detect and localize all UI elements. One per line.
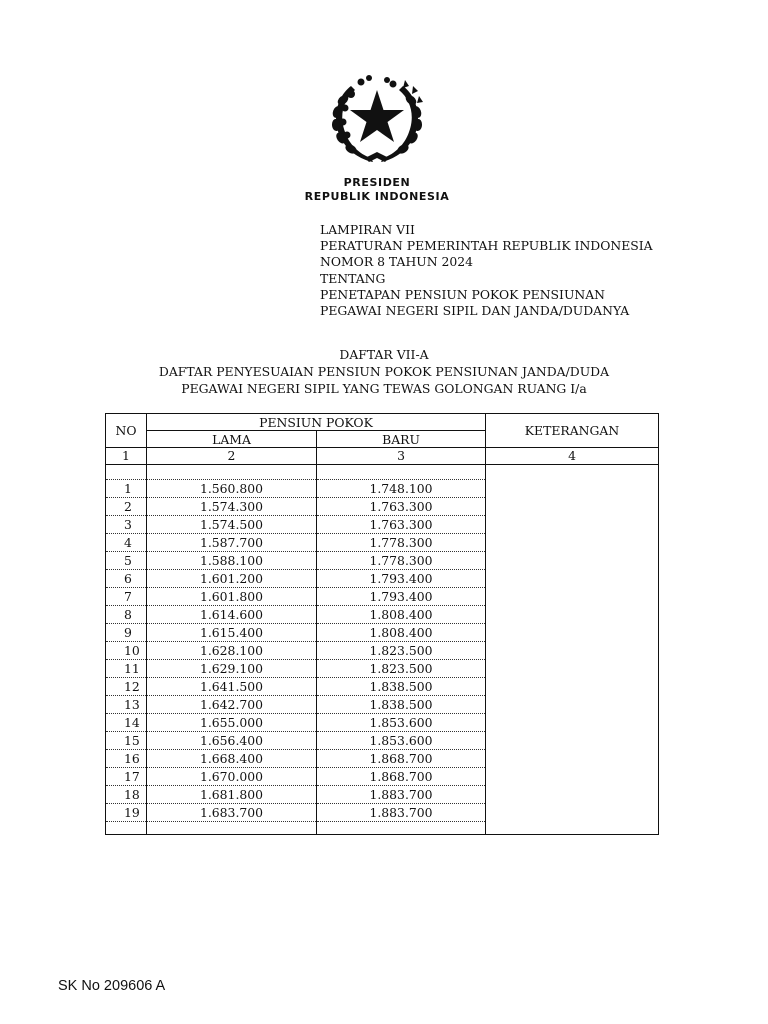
table-row [106,606,659,624]
cell-baru: 1.838.500 [317,696,486,714]
cell-lama: 1.615.400 [147,624,317,642]
cell-lama: 1.588.100 [147,552,317,570]
table-row [106,570,659,588]
cell-no: 13 [106,696,147,714]
cell-keterangan [486,660,659,678]
cell-keterangan [486,570,659,588]
cell-keterangan [486,696,659,714]
state-emblem-icon [321,72,433,166]
cell-no: 7 [106,588,147,606]
table-row [106,642,659,660]
daftar-subtitle-1: DAFTAR PENYESUAIAN PENSIUN POKOK PENSIUNAN JANDA/DUDA [158,364,610,379]
col-number-4: 4 [486,448,659,465]
cell-lama: 1.670.000 [147,768,317,786]
cell-baru: 1.748.100 [317,480,486,498]
cell-baru: 1.778.300 [317,534,486,552]
cell-keterangan [486,516,659,534]
table-row [106,588,659,606]
cell-keterangan [486,606,659,624]
table-row [106,498,659,516]
cell-lama: 1.628.100 [147,642,317,660]
lampiran-line: PENETAPAN PENSIUN POKOK PENSIUNAN [320,286,606,302]
lampiran-line: TENTANG [320,270,386,286]
cell-lama: 1.574.500 [147,516,317,534]
cell-baru: 1.868.700 [317,768,486,786]
cell-baru: 1.763.300 [317,516,486,534]
cell-baru: 1.823.500 [317,660,486,678]
cell-no: 6 [106,570,147,588]
lampiran-block [320,222,653,319]
cell-keterangan [486,552,659,570]
cell-no: 12 [106,678,147,696]
lampiran-line: NOMOR 8 TAHUN 2024 [320,254,474,270]
cell-lama: 1.683.700 [147,804,317,822]
table-row [106,534,659,552]
lampiran-line: PEGAWAI NEGERI SIPIL DAN JANDA/DUDANYA [320,303,630,319]
table-row [106,480,659,498]
cell-baru: 1.853.600 [317,732,486,750]
cell-no: 14 [106,714,147,732]
cell-no: 11 [106,660,147,678]
table-row [106,750,659,768]
cell-no: 15 [106,732,147,750]
cell-baru: 1.793.400 [317,570,486,588]
cell-baru: 1.808.400 [317,624,486,642]
cell-lama: 1.614.600 [147,606,317,624]
col-header-keterangan: KETERANGAN [486,414,659,448]
cell-keterangan [486,642,659,660]
table-row [106,696,659,714]
daftar-title: DAFTAR VII-A [339,347,429,362]
cell-no: 3 [106,516,147,534]
cell-baru: 1.883.700 [317,804,486,822]
cell-lama: 1.587.700 [147,534,317,552]
cell-lama: 1.601.800 [147,588,317,606]
cell-keterangan [486,624,659,642]
cell-no: 19 [106,804,147,822]
cell-keterangan [486,786,659,804]
cell-keterangan [486,498,659,516]
cell-no: 18 [106,786,147,804]
cell-no: 1 [106,480,147,498]
table-row [106,552,659,570]
col-header-baru: BARU [317,431,486,448]
cell-no: 9 [106,624,147,642]
cell-lama: 1.656.400 [147,732,317,750]
cell-no: 2 [106,498,147,516]
cell-lama: 1.560.800 [147,480,317,498]
table-row [106,732,659,750]
cell-lama: 1.655.000 [147,714,317,732]
table-row [106,516,659,534]
lampiran-line: LAMPIRAN VII [320,222,415,237]
cell-no: 10 [106,642,147,660]
col-header-lama: LAMA [147,431,317,448]
cell-no: 16 [106,750,147,768]
cell-baru: 1.778.300 [317,552,486,570]
table-row [106,768,659,786]
cell-no: 8 [106,606,147,624]
col-number-2: 2 [147,448,317,465]
cell-lama: 1.601.200 [147,570,317,588]
cell-keterangan [486,678,659,696]
cell-lama: 1.681.800 [147,786,317,804]
cell-lama: 1.668.400 [147,750,317,768]
cell-baru: 1.808.400 [317,606,486,624]
table-row [106,660,659,678]
cell-lama: 1.641.500 [147,678,317,696]
col-header-no: NO [106,414,147,448]
col-header-pensiun-pokok: PENSIUN POKOK [147,414,486,431]
cell-no: 17 [106,768,147,786]
table-row [106,678,659,696]
header-republik-indonesia: REPUBLIK INDONESIA [304,190,450,203]
cell-keterangan [486,714,659,732]
cell-baru: 1.853.600 [317,714,486,732]
col-number-1: 1 [106,448,147,465]
cell-keterangan [486,804,659,822]
sk-number: SK No 209606 A [58,978,166,994]
table-body [106,465,659,835]
cell-keterangan [486,750,659,768]
cell-keterangan [486,534,659,552]
table-row [106,624,659,642]
pension-table [105,413,659,835]
cell-no: 5 [106,552,147,570]
cell-no: 4 [106,534,147,552]
table-row [106,714,659,732]
cell-lama: 1.574.300 [147,498,317,516]
cell-keterangan [486,480,659,498]
cell-keterangan [486,732,659,750]
daftar-block [0,346,768,397]
daftar-subtitle-2: PEGAWAI NEGERI SIPIL YANG TEWAS GOLONGAN RUANG I/a [181,381,587,396]
cell-keterangan [486,768,659,786]
header-presiden: PRESIDEN [343,176,411,189]
cell-keterangan [486,588,659,606]
cell-baru: 1.883.700 [317,786,486,804]
col-number-3: 3 [317,448,486,465]
cell-baru: 1.838.500 [317,678,486,696]
cell-lama: 1.629.100 [147,660,317,678]
table-row [106,804,659,822]
cell-baru: 1.763.300 [317,498,486,516]
cell-baru: 1.868.700 [317,750,486,768]
lampiran-line: PERATURAN PEMERINTAH REPUBLIK INDONESIA [320,238,653,254]
table-row [106,786,659,804]
cell-lama: 1.642.700 [147,696,317,714]
cell-baru: 1.793.400 [317,588,486,606]
cell-baru: 1.823.500 [317,642,486,660]
